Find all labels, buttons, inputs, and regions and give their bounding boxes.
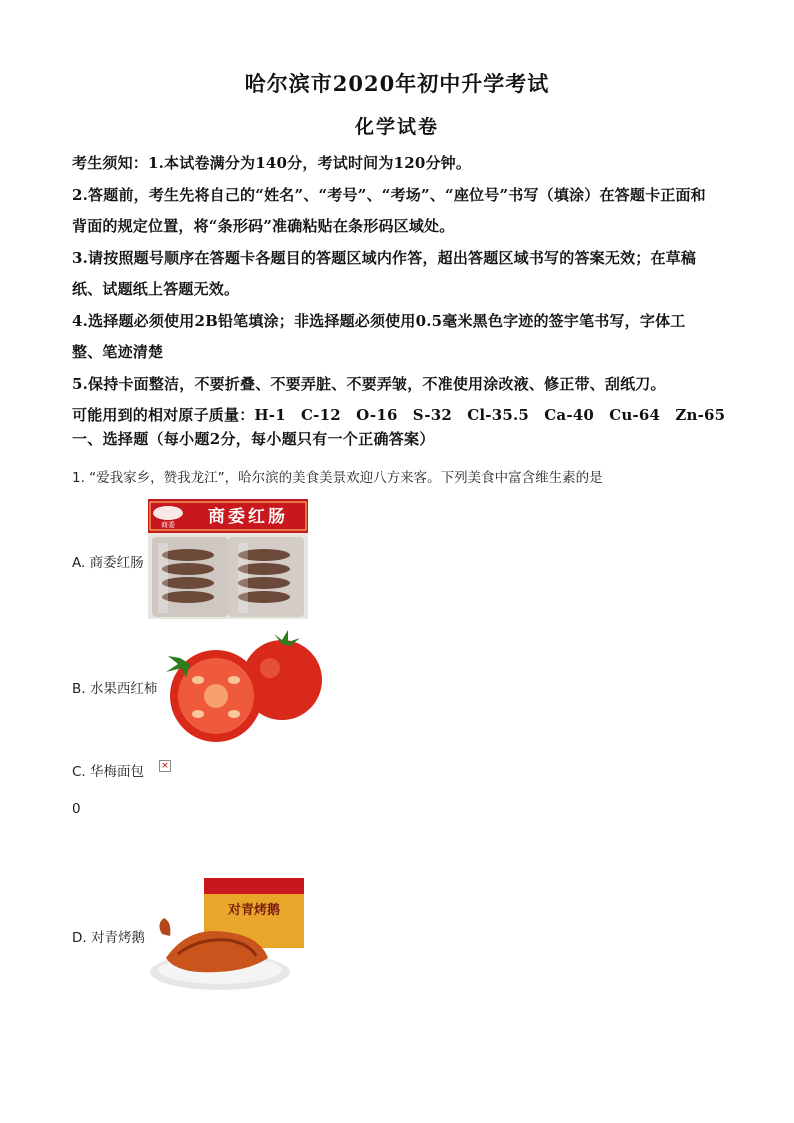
tomato-image bbox=[160, 628, 324, 744]
broken-image-icon: × bbox=[159, 760, 171, 772]
instruction-line: 3.请按照题号顺序在答题卡各题目的答题区域内作答，超出答题区域书写的答案无效；在草稿 bbox=[72, 248, 697, 267]
box-label-text: 对青烤鹅 bbox=[227, 903, 281, 918]
roast-goose-image bbox=[148, 874, 308, 994]
option-a-label: A. 商委红肠 bbox=[72, 555, 144, 571]
red-sausage-image bbox=[148, 499, 308, 619]
instruction-line: 整、笔迹清楚 bbox=[72, 343, 164, 361]
atomic-mass-line: 可能用到的相对原子质量：H-1 C-12 O-16 S-32 Cl-35.5 Ca-40 Cu-64 Zn-65 bbox=[72, 406, 726, 424]
banner-text: 商委红肠 bbox=[208, 507, 288, 527]
exam-subtitle: 化学试卷 bbox=[354, 116, 439, 138]
option-c-label: C. 华梅面包 bbox=[72, 764, 145, 780]
instruction-line: 5.保持卡面整洁，不要折叠、不要弄脏、不要弄皱，不准使用涂改液、修正带、刮纸刀。 bbox=[72, 374, 666, 393]
option-d-label: D. 对青烤鹅 bbox=[72, 930, 145, 946]
exam-title: 哈尔滨市2020年初中升学考试 bbox=[244, 71, 550, 96]
option-b-label: B. 水果西红柿 bbox=[72, 681, 158, 697]
question-stem: 1. “爱我家乡，赞我龙江”，哈尔滨的美食美景欢迎八方来客。下列美食中富含维生素的是 bbox=[72, 470, 603, 486]
instruction-line: 纸、试题纸上答题无效。 bbox=[72, 280, 240, 298]
section-heading: 一、选择题（每小题2分，每小题只有一个正确答案） bbox=[72, 430, 435, 448]
instruction-line: 考生须知：1.本试卷满分为140分，考试时间为120分钟。 bbox=[72, 154, 472, 172]
exam-instructions bbox=[72, 148, 732, 432]
stray-zero-text: 0 bbox=[72, 801, 81, 817]
instruction-line: 背面的规定位置，将“条形码”准确粘贴在条形码区域处。 bbox=[72, 217, 455, 235]
instruction-line: 4.选择题必须使用2B铅笔填涂；非选择题必须使用0.5毫米黑色字迹的签宇笔书写，字体工 bbox=[72, 311, 686, 330]
brand-small-text: 商委 bbox=[161, 521, 175, 529]
instruction-line: 2.答题前，考生先将自己的“姓名”、“考号”、“考场”、“座位号”书写（填涂）在答题卡正面和 bbox=[72, 185, 706, 204]
